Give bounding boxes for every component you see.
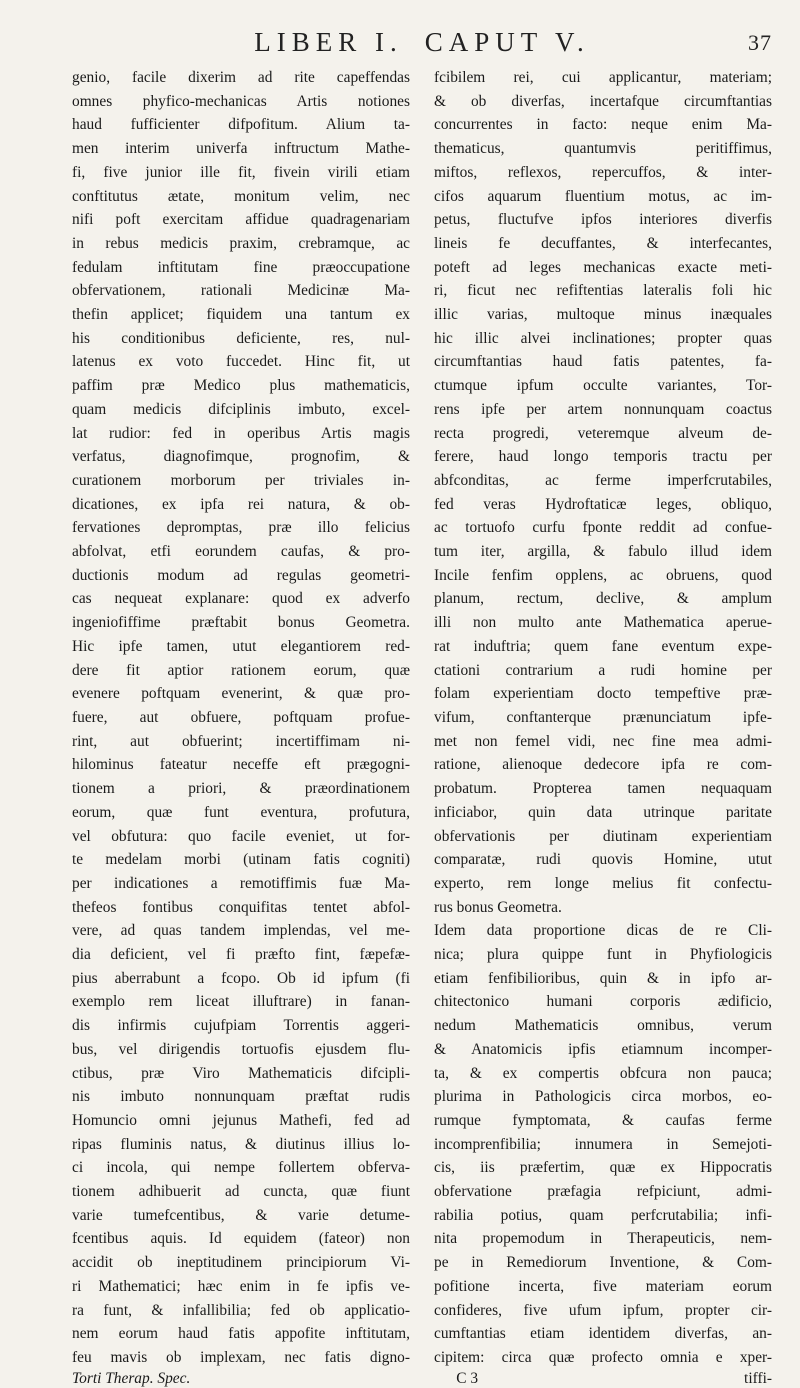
text-line: nita propemodum in Therapeuticis, nem- xyxy=(434,1230,772,1248)
text-line: nis imbuto nonnunquam præftat rudis xyxy=(72,1088,410,1106)
text-line: rumque fymptomata, & caufas ferme xyxy=(434,1111,772,1129)
text-line: planum, rectum, declive, & amplum xyxy=(434,590,772,608)
text-line: tionem a priori, & præordinationem xyxy=(72,780,410,798)
text-line: tionem adhibuerit ad cuncta, quæ fiunt xyxy=(72,1183,410,1201)
text-line: ctibus, præ Viro Mathematicis difcipli- xyxy=(72,1064,410,1082)
text-line: genio, facile dixerim ad rite capeffendas xyxy=(72,69,410,86)
text-line: Hic ipfe tamen, utut elegantiorem red- xyxy=(72,637,410,655)
text-line: cifos aquarum fluentium motus, ac im- xyxy=(434,187,772,205)
signature-title: Torti Therap. Spec. xyxy=(72,1369,191,1387)
text-line: dia deficient, vel fi præfto fint, fæpefæ- xyxy=(72,946,410,964)
text-line: dis infirmis cujufpiam Torrentis aggeri- xyxy=(72,1017,410,1035)
text-line: latenus ex voto fuccedet. Hinc fit, ut xyxy=(72,353,410,371)
text-line: quam medicis difciplinis imbuto, excel- xyxy=(72,400,410,418)
text-line: his conditionibus deficiente, res, nul- xyxy=(72,329,410,347)
text-line: etiam fenfibilioribus, quin & in ipfo ar- xyxy=(434,969,772,987)
text-line: rint, aut obfuerint; incertiffimam ni- xyxy=(72,732,410,750)
text-line: experto, rem longe melius fit confectu- xyxy=(434,874,772,892)
text-line: comparatæ, rudi quovis Homine, utut xyxy=(434,851,772,869)
text-line: per indicationes a remotiffimis fuæ Ma- xyxy=(72,874,410,892)
text-line: & Anatomicis ipfis etiamnum incomper- xyxy=(434,1040,772,1058)
text-line: ductionis modum ad regulas geometri- xyxy=(72,566,410,584)
text-line: Homuncio omni jejunus Mathefi, fed ad xyxy=(72,1111,410,1129)
text-line: vere, ad quas tandem implendas, vel me- xyxy=(72,922,410,940)
text-line: rens ipfe per artem nonnunquam coactus xyxy=(434,400,772,418)
text-line: thefeos fontibus conquifitas tentet abfol- xyxy=(72,898,410,916)
running-head xyxy=(72,14,772,58)
text-line: ra funt, & infallibilia; fed ob applicatio- xyxy=(72,1301,410,1319)
text-line: & ob diverfas, incertafque circumftantias xyxy=(434,92,772,110)
text-line: chitectonico humani corporis ædificio, xyxy=(434,993,772,1011)
text-line: in rebus medicis praxim, crebramque, ac xyxy=(72,234,410,252)
text-line: petus, fluctufve ipfos interiores diverfis xyxy=(434,211,772,229)
text-line: cumftantias etiam identidem diverfas, an- xyxy=(434,1325,772,1343)
text-line: nem eorum haud fatis appofite inftitutam, xyxy=(72,1325,410,1343)
text-line: accidit ob ineptitudinem principiorum Vi- xyxy=(72,1254,410,1272)
text-line: hic illic alvei inclinationes; propter quas xyxy=(434,329,772,347)
text-line: illic varias, multoque minus inæquales xyxy=(434,306,772,324)
text-line: folam experientiam docto tempeftive præ- xyxy=(434,685,772,703)
text-line: evenere poftquam evenerint, & quæ pro- xyxy=(72,685,410,703)
text-line: varie tumefcentibus, & varie detume- xyxy=(72,1206,410,1224)
text-line: lat rudior: fed in operibus Artis magis xyxy=(72,424,410,442)
text-line: abfolvat, etfi eorundem caufas, & pro- xyxy=(72,543,410,561)
text-line: conftitutus ætate, monitum velim, nec xyxy=(72,187,410,205)
text-line: vifum, conftanterque prænunciatum ipfe- xyxy=(434,708,772,726)
text-line: obfervationem, rationali Medicinæ Ma- xyxy=(72,282,410,300)
text-line: thematicus, quantumvis peritiffimus, xyxy=(434,140,772,158)
text-line: fcibilem rei, cui applicantur, materiam; xyxy=(434,69,772,86)
text-line: lineis fe decuffantes, & interfecantes, xyxy=(434,234,772,252)
text-line: exemplo rem liceat illuftrare) in fanan- xyxy=(72,993,410,1011)
running-head-chapter: CAPUT V. xyxy=(424,27,590,57)
text-line: ingeniofiffime præftabit bonus Geometra. xyxy=(72,614,410,632)
text-line: nica; plura quippe funt in Phyfiologicis xyxy=(434,946,772,964)
text-line: ac tortuofo curfu fponte reddit ad confue- xyxy=(434,519,772,537)
right-column xyxy=(434,66,772,1370)
text-line: fi, five junior ille fit, fivein virili etiam xyxy=(72,163,410,181)
text-line: cas nequeat explanare: quod ex adverfo xyxy=(72,590,410,608)
catchword: tiffi- xyxy=(744,1369,772,1387)
text-line: ctationi contrarium a rudi homine per xyxy=(434,661,772,679)
text-line: incomprenfibilia; innumera in Semejoti- xyxy=(434,1135,772,1153)
text-line: dicationes, ex ipfa rei natura, & ob- xyxy=(72,495,410,513)
text-line: bus, vel dirigendis tortuofis ejusdem flu- xyxy=(72,1040,410,1058)
text-line: rat induftria; quem fane eventum expe- xyxy=(434,637,772,655)
text-line: miftos, reflexos, repercuffos, & inter- xyxy=(434,163,772,181)
text-line: rabilia potius, quam perfcrutabilia; infi- xyxy=(434,1206,772,1224)
text-line: inficiabor, quin data utrinque paritate xyxy=(434,803,772,821)
text-line: probatum. Propterea tamen nequaquam xyxy=(434,780,772,798)
text-line: pe in Remediorum Inventione, & Com- xyxy=(434,1254,772,1272)
text-line: illi non multo ante Mathematica aperue- xyxy=(434,614,772,632)
text-line: confideres, five ufum ipfum, propter cir- xyxy=(434,1301,772,1319)
text-line: ci incola, qui nempe follertem obferva- xyxy=(72,1159,410,1177)
text-line: nifi poft exercitam affidue quadragenariam xyxy=(72,211,410,229)
text-columns xyxy=(72,66,772,1370)
text-line: ri Mathematici; hæc enim in fe ipfis ve- xyxy=(72,1277,410,1295)
text-line: concurrentes in facto: neque enim Ma- xyxy=(434,116,772,134)
text-line: abfconditas, ac ferme imperfcrutabiles, xyxy=(434,471,772,489)
text-line: fcentibus aquis. Id equidem (fateor) non xyxy=(72,1230,410,1248)
text-line: haud fufficienter difpofitum. Alium ta- xyxy=(72,116,410,134)
text-line: Incile fenfim opplens, ac obruens, quod xyxy=(434,566,772,584)
running-head-book: LIBER I. xyxy=(254,27,403,57)
text-line: fedulam inftitutam fine præoccupatione xyxy=(72,258,410,276)
text-line: ferere, haud longo temporis tractu per xyxy=(434,448,772,466)
text-line: paffim præ Medico plus mathematicis, xyxy=(72,377,410,395)
text-line: fervationes depromptas, præ illo felicius xyxy=(72,519,410,537)
text-line: plurima in Pathologicis circa morbos, eo- xyxy=(434,1088,772,1106)
text-line: fuere, aut obfuere, poftquam profue- xyxy=(72,708,410,726)
text-line: thefin applicet; fiquidem una tantum ex xyxy=(72,306,410,324)
text-line: cipitem: circa quæ profecto omnia e xper- xyxy=(434,1348,772,1366)
text-line: obfervatione præfagia refpiciunt, admi- xyxy=(434,1183,772,1201)
text-line: feu mavis ob implexam, nec fatis digno- xyxy=(72,1348,410,1366)
text-line: eorum, quæ funt eventura, profutura, xyxy=(72,803,410,821)
text-line: ratione, alienoque dedecore ipfa re com- xyxy=(434,756,772,774)
text-line: te medelam morbi (utinam fatis cogniti) xyxy=(72,851,410,869)
signature-mark: C 3 xyxy=(456,1369,479,1387)
text-line: nedum Mathematicis omnibus, verum xyxy=(434,1017,772,1035)
text-line: Idem data proportione dicas de re Cli- xyxy=(434,922,772,940)
text-line: circumftantias haud fatis patentes, fa- xyxy=(434,353,772,371)
text-line: ta, & ex compertis obfcura non pauca; xyxy=(434,1064,772,1082)
text-line: men interim univerfa inftructum Mathe- xyxy=(72,140,410,158)
text-line: omnes phyfico-mechanicas Artis notiones xyxy=(72,92,410,110)
text-line: vel obfutura: quo facile eveniet, ut for- xyxy=(72,827,410,845)
left-column xyxy=(72,66,410,1370)
text-line: rus bonus Geometra. xyxy=(434,898,562,916)
page-number: 37 xyxy=(748,30,772,55)
text-line: ctumque ipfum occulte variantes, Tor- xyxy=(434,377,772,395)
text-line: curationem morborum per triviales in- xyxy=(72,471,410,489)
text-line: pius aberrabunt a fcopo. Ob id ipfum (fi xyxy=(72,969,410,987)
text-line: hilominus fateatur neceffe eft prægogni- xyxy=(72,756,410,774)
text-line: dere fit aptior rationem eorum, quæ xyxy=(72,661,410,679)
text-line: tum iter, argilla, & fabulo illud idem xyxy=(434,543,772,561)
text-line: met non femel vidi, nec fine mea admi- xyxy=(434,732,772,750)
text-line: poteft ad leges mechanicas exacte meti- xyxy=(434,258,772,276)
text-line: fed veras Hydroftaticæ leges, obliquo, xyxy=(434,495,772,513)
text-line: recta progredi, veteremque alveum de- xyxy=(434,424,772,442)
text-line: verfatus, diagnofimque, prognofim, & xyxy=(72,448,410,466)
text-line: obfervationis per diutinam experientiam xyxy=(434,827,772,845)
page-footer xyxy=(72,1370,772,1388)
text-line: cis, iis præfertim, quæ ex Hippocratis xyxy=(434,1159,772,1177)
text-line: ripas fluminis natus, & diutinus illius lo- xyxy=(72,1135,410,1153)
text-line: pofitione incerta, five materiam eorum xyxy=(434,1277,772,1295)
text-line: ri, ficut nec refiftentias lateralis foli hic xyxy=(434,282,772,300)
